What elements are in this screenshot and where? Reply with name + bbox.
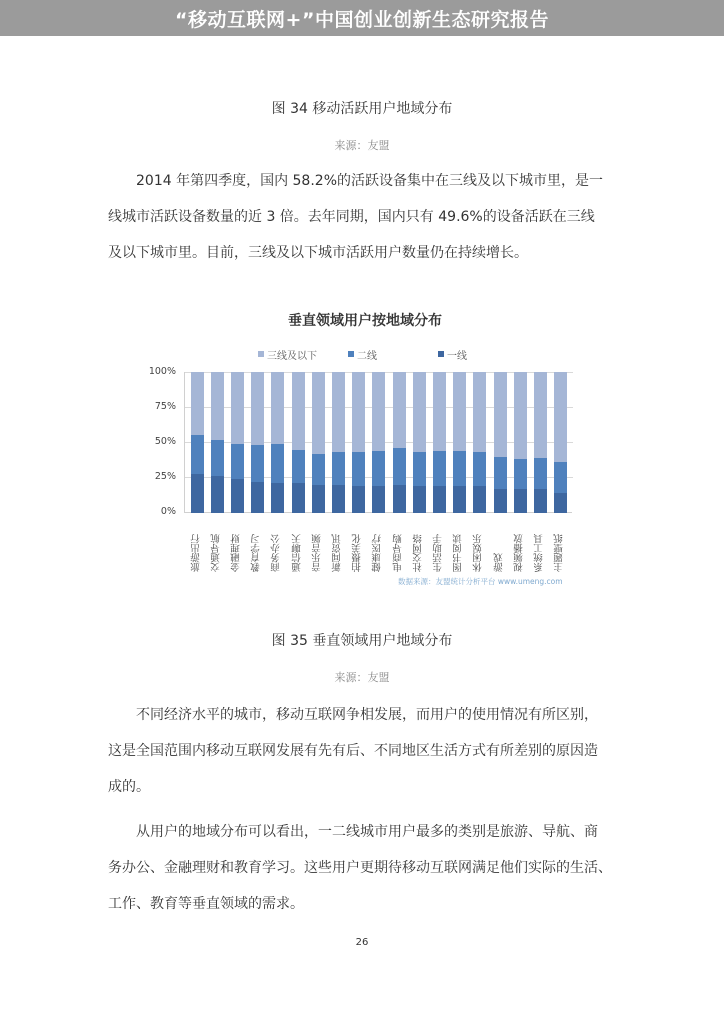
paragraph-2-line: 成的。 bbox=[108, 779, 150, 795]
legend-swatch-icon bbox=[258, 351, 264, 357]
bar bbox=[534, 372, 547, 513]
bar-segment bbox=[352, 372, 365, 452]
bar-segment bbox=[251, 372, 264, 445]
x-tick-label: 商务办公 bbox=[271, 534, 283, 572]
bar bbox=[292, 372, 305, 513]
x-tick-label: 主题壁纸 bbox=[554, 534, 566, 572]
bar bbox=[372, 372, 385, 513]
paragraph-3-line: 从用户的地域分布可以看出，一二线城市用户最多的类别是旅游、导航、商 bbox=[136, 824, 598, 840]
bar-segment bbox=[494, 489, 507, 513]
bar-group bbox=[185, 372, 573, 513]
bar-segment bbox=[332, 372, 345, 452]
bar-segment bbox=[271, 483, 284, 513]
x-tick-label: 教育学习 bbox=[251, 534, 263, 572]
x-tick-label: 健康医疗 bbox=[372, 534, 384, 572]
bar-segment bbox=[433, 372, 446, 451]
bar bbox=[251, 372, 264, 513]
bar-segment bbox=[473, 486, 486, 513]
bar-segment bbox=[433, 486, 446, 513]
bar-segment bbox=[494, 372, 507, 457]
x-tick-label: 新闻资讯 bbox=[332, 534, 344, 572]
bar-segment bbox=[372, 372, 385, 451]
bar-segment bbox=[372, 451, 385, 486]
y-tick-label: 100% bbox=[148, 366, 176, 377]
bar-segment bbox=[393, 448, 406, 485]
bar-segment bbox=[413, 372, 426, 452]
bar-segment bbox=[251, 445, 264, 482]
bar-segment bbox=[312, 372, 325, 454]
bar-segment bbox=[433, 451, 446, 486]
bar bbox=[312, 372, 325, 513]
x-tick-label: 金融理财 bbox=[231, 534, 242, 572]
bar-segment bbox=[211, 372, 224, 440]
bar bbox=[494, 372, 507, 513]
paragraph-2-line: 这是全国范围内移动互联网发展有先有后、不同地区生活方式有所差别的原因造 bbox=[108, 743, 598, 759]
x-axis-labels bbox=[184, 516, 572, 576]
x-tick-label: 旅游出行 bbox=[190, 534, 202, 572]
paragraph-1-line: 及以下城市里。目前，三线及以下城市活跃用户数量仍在持续增长。 bbox=[108, 245, 528, 261]
x-tick-label: 图书阅读 bbox=[453, 534, 465, 572]
legend-label: 二线 bbox=[357, 350, 377, 362]
bar-segment bbox=[494, 457, 507, 489]
legend-item-tier2 bbox=[348, 347, 438, 361]
figure-35-source: 来源：友盟 bbox=[334, 671, 390, 684]
x-tick-label: 拍摄美化 bbox=[352, 534, 364, 572]
paragraph-1-line: 2014 年第四季度，国内 58.2%的活跃设备集中在三线及以下城市里，是一 bbox=[136, 173, 604, 189]
x-tick-label: 游戏 bbox=[493, 553, 505, 572]
legend-label: 三线及以下 bbox=[267, 350, 317, 362]
paragraph-3-line: 务办公、金融理财和教育学习。这些用户更期待移动互联网满足他们实际的生活、 bbox=[108, 860, 612, 876]
report-title: “移动互联网+”中国创业创新生态研究报告 bbox=[175, 8, 549, 31]
paragraph-1-line: 线城市活跃设备数量的近 3 倍。去年同期，国内只有 49.6%的设备活跃在三线 bbox=[108, 209, 595, 225]
bar bbox=[352, 372, 365, 513]
x-tick-label: 休闲娱乐 bbox=[473, 534, 485, 572]
paragraph-2 bbox=[108, 697, 620, 805]
legend-item-tier3 bbox=[258, 347, 348, 361]
figure-34-source: 来源：友盟 bbox=[334, 139, 390, 152]
legend-item-tier1 bbox=[438, 347, 467, 361]
figure-34-caption: 图 34 移动活跃用户地域分布 bbox=[271, 101, 453, 117]
x-tick-label: 生活助手 bbox=[433, 534, 445, 572]
bar bbox=[271, 372, 284, 513]
bar-segment bbox=[312, 485, 325, 513]
bar bbox=[332, 372, 345, 513]
bar bbox=[433, 372, 446, 513]
page-number: 26 bbox=[355, 937, 369, 948]
chart-source-note: 数据来源：友盟统计分析平台 www.umeng.com bbox=[398, 577, 563, 586]
figure-35-caption: 图 35 垂直领域用户地域分布 bbox=[271, 633, 453, 649]
legend-swatch-icon bbox=[348, 351, 354, 357]
bar-segment bbox=[191, 474, 204, 513]
bar-segment bbox=[413, 486, 426, 513]
bar-segment bbox=[191, 372, 204, 435]
bar-segment bbox=[271, 444, 284, 483]
bar-segment bbox=[352, 486, 365, 513]
bar bbox=[554, 372, 567, 513]
x-tick-label: 交通导航 bbox=[210, 534, 222, 572]
y-tick-label: 75% bbox=[154, 401, 176, 412]
bar-segment bbox=[534, 372, 547, 458]
legend-swatch-icon bbox=[438, 351, 444, 357]
paragraph-2-line: 不同经济水平的城市，移动互联网争相发展，而用户的使用情况有所区别， bbox=[136, 707, 598, 723]
bar-segment bbox=[393, 485, 406, 513]
plot-area bbox=[184, 372, 572, 513]
bar-segment bbox=[413, 452, 426, 486]
bar-segment bbox=[534, 489, 547, 513]
bar-segment bbox=[372, 486, 385, 513]
report-header-bar bbox=[0, 0, 724, 36]
y-tick-label: 0% bbox=[160, 506, 176, 517]
y-tick-label: 50% bbox=[154, 436, 176, 447]
bar-segment bbox=[271, 372, 284, 444]
bar-segment bbox=[251, 482, 264, 513]
bar-segment bbox=[332, 452, 345, 484]
bar-segment bbox=[352, 452, 365, 486]
x-tick-label: 电商导购 bbox=[392, 534, 404, 572]
bar bbox=[211, 372, 224, 513]
paragraph-1 bbox=[108, 163, 620, 271]
bar-segment bbox=[534, 458, 547, 489]
bar-segment bbox=[554, 372, 567, 462]
bar-segment bbox=[231, 372, 244, 444]
bar-segment bbox=[473, 372, 486, 452]
paragraph-3 bbox=[108, 814, 620, 922]
bar bbox=[514, 372, 527, 513]
bar-segment bbox=[332, 485, 345, 513]
bar bbox=[453, 372, 466, 513]
bar-segment bbox=[211, 476, 224, 513]
bar-segment bbox=[191, 435, 204, 473]
bar-segment bbox=[231, 479, 244, 513]
bar-segment bbox=[453, 486, 466, 513]
bar-segment bbox=[231, 444, 244, 479]
y-tick-label: 25% bbox=[154, 471, 176, 482]
bar-segment bbox=[453, 372, 466, 451]
bar-segment bbox=[393, 372, 406, 448]
x-tick-label: 社交网络 bbox=[412, 534, 424, 572]
x-tick-label: 音乐音频 bbox=[311, 534, 323, 572]
bar-segment bbox=[292, 483, 305, 513]
bar-segment bbox=[554, 462, 567, 493]
bar-segment bbox=[514, 459, 527, 489]
bar bbox=[231, 372, 244, 513]
bar-segment bbox=[211, 440, 224, 477]
bar-segment bbox=[554, 493, 567, 513]
x-tick-label: 系统工具 bbox=[534, 534, 546, 572]
stacked-bar-chart bbox=[140, 300, 590, 600]
x-tick-label: 视频播放 bbox=[513, 534, 525, 572]
bar-segment bbox=[453, 451, 466, 486]
bar-segment bbox=[292, 450, 305, 484]
chart-title: 垂直领域用户按地域分布 bbox=[288, 313, 442, 329]
bar bbox=[473, 372, 486, 513]
bar-segment bbox=[514, 489, 527, 513]
bar bbox=[413, 372, 426, 513]
chart-legend bbox=[258, 347, 498, 361]
bar bbox=[191, 372, 204, 513]
x-tick-label: 通信聊天 bbox=[291, 534, 303, 572]
bar-segment bbox=[312, 454, 325, 485]
paragraph-3-line: 工作、教育等垂直领域的需求。 bbox=[108, 896, 304, 912]
bar bbox=[393, 372, 406, 513]
legend-label: 一线 bbox=[447, 350, 467, 362]
bar-segment bbox=[292, 372, 305, 450]
bar-segment bbox=[473, 452, 486, 486]
bar-segment bbox=[514, 372, 527, 459]
